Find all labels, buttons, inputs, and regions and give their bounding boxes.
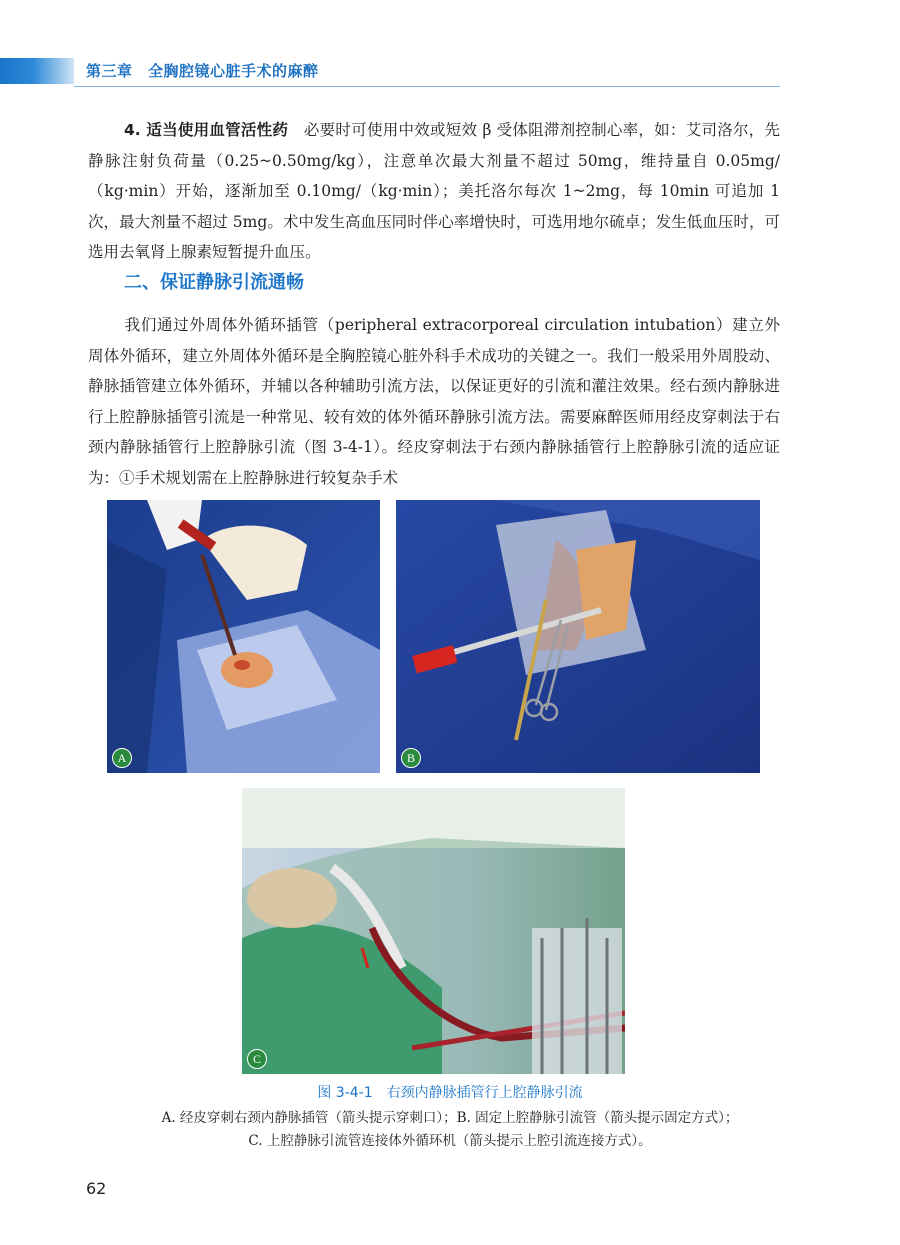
figure-photo-b xyxy=(396,500,760,773)
figure-photo-a xyxy=(107,500,380,773)
paragraph-lead: 4. 适当使用血管活性药 xyxy=(124,121,289,139)
section-heading: 二、保证静脉引流通畅 xyxy=(124,272,304,293)
figure-label-b: B xyxy=(401,748,421,768)
paragraph-text: 我们通过外周体外循环插管（peripheral extracorporeal circulation intubation）建立外周体外循环，建立外周体外循环是全胸腔镜心脏外科手术成功的关键之一。我们一般采用外周股动、静脉插管建立体外循环，并辅以各种辅助引流方法，以保证更好的引流和灌注效果。经右颈内静脉进行上腔静脉插管引流是一种常见、较有效的体外循环静脉引流方法。需要麻醉医师用经皮穿刺法于右颈内静脉插管行上腔静脉引流（图 3-4-1）。经皮穿刺法于右颈内静脉插管行上腔静脉引流的适应证为：①手术规划需在上腔静脉进行较复杂手术 xyxy=(88,316,780,487)
header-accent-bar xyxy=(0,58,74,84)
chapter-title: 第三章 全胸腔镜心脏手术的麻醉 xyxy=(86,62,319,80)
header-rule xyxy=(74,86,780,87)
figure-caption-line-2: C. 上腔静脉引流管连接体外循环机（箭头提示上腔引流连接方式）。 xyxy=(248,1133,652,1149)
figure-label-c: C xyxy=(247,1049,267,1069)
figure-caption-line-1: A. 经皮穿刺右颈内静脉插管（箭头提示穿刺口）；B. 固定上腔静脉引流管（箭头提示固定方式）； xyxy=(161,1110,739,1126)
figure-caption-title: 图 3-4-1 右颈内静脉插管行上腔静脉引流 xyxy=(317,1085,583,1101)
paragraph-vasoactive-drugs xyxy=(88,115,780,268)
figure-photo-c xyxy=(242,788,625,1074)
figure-label-a: A xyxy=(112,748,132,768)
page-number: 62 xyxy=(86,1179,107,1198)
paragraph-venous-drainage xyxy=(88,310,780,493)
paragraph-text: 必要时可使用中效或短效 β 受体阻滞剂控制心率，如：艾司洛尔，先静脉注射负荷量（0.25~0.50mg/kg），注意单次最大剂量不超过 50mg，维持量自 0.05mg/（kg·min）开始，逐渐加至 0.10mg/（kg·min）；美托洛尔每次 1~2mg，每 10min 可追加 1 次，最大剂量不超过 5mg。术中发生高血压同时伴心率增快时，可选用地尔硫卓；发生低血压时，可选用去氧肾上腺素短暂提升血压。 xyxy=(88,121,780,261)
